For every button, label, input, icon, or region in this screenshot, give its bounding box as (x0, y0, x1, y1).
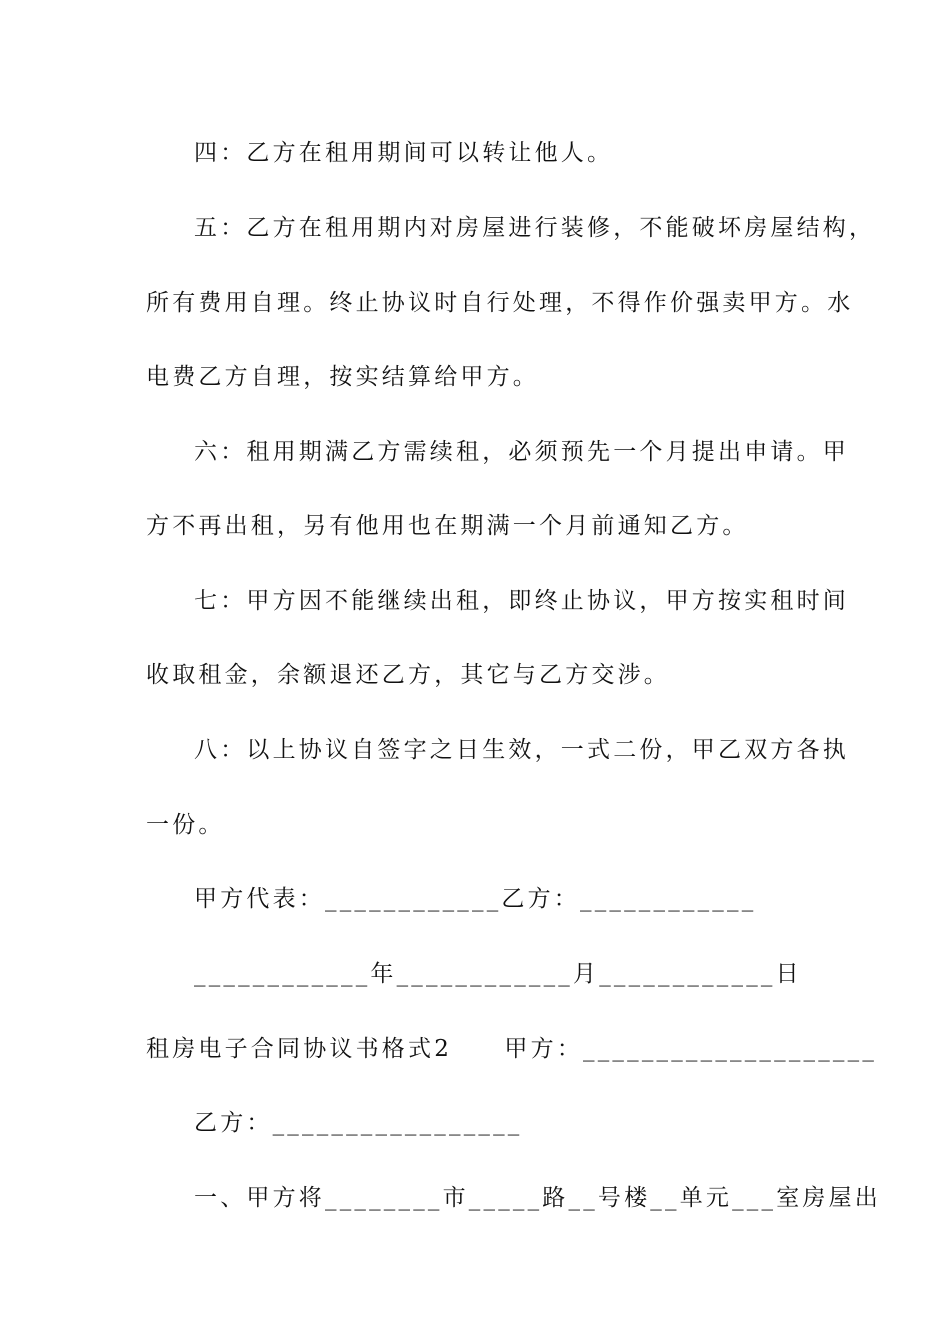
clause-5-line-1: 五：乙方在租用期内对房屋进行装修，不能破坏房屋结构， (194, 215, 876, 241)
signature-line: 甲方代表：____________乙方：____________ (194, 886, 757, 912)
date-line: ____________年____________月____________日 (194, 961, 802, 987)
contract-title-party-a: 租房电子合同协议书格式2 甲方：____________________ (146, 1036, 878, 1062)
clause-7-line-1: 七：甲方因不能继续出租，即终止协议，甲方按实租时间 (194, 588, 849, 614)
clause-6-line-2: 方不再出租，另有他用也在期满一个月前通知乙方。 (146, 513, 749, 539)
clause-8-line-1: 八：以上协议自签字之日生效，一式二份，甲乙双方各执 (194, 737, 849, 763)
clause-1-line-1: 一、甲方将________市_____路__号楼__单元___室房屋出 (194, 1185, 881, 1211)
clause-4: 四：乙方在租用期间可以转让他人。 (194, 140, 614, 166)
clause-5-line-3: 电费乙方自理，按实结算给甲方。 (146, 364, 539, 390)
party-b-line: 乙方：_________________ (194, 1110, 523, 1136)
clause-7-line-2: 收取租金，余额退还乙方，其它与乙方交涉。 (146, 662, 670, 688)
clause-8-line-2: 一份。 (146, 812, 225, 838)
clause-5-line-2: 所有费用自理。终止协议时自行处理，不得作价强卖甲方。水 (146, 290, 854, 316)
clause-6-line-1: 六：租用期满乙方需续租，必须预先一个月提出申请。甲 (194, 439, 849, 465)
